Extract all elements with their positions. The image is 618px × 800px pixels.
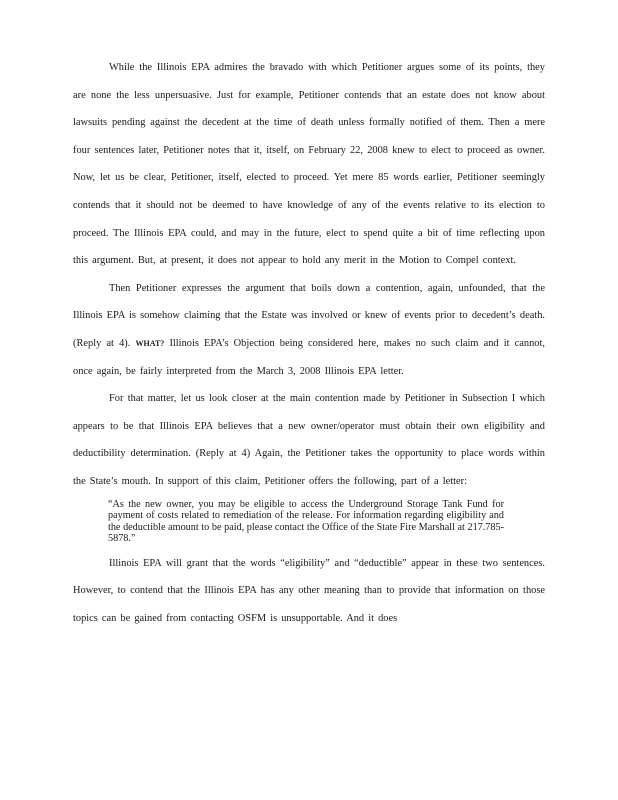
paragraph-estate-claim-text: Then Petitioner expresses the argument that boils down a contention, again, unfounded, that the Illinois EPA is somehow claiming that the Estate was involved or knew of events prior to decedent’s death. (Reply at 4).: [73, 282, 545, 349]
paragraph-bravado: While the Illinois EPA admires the bravado with which Petitioner argues some of its points, they are none the less unpersuasive. Just for example, Petitioner contends that an estate does not know about lawsuits pending against the decedent at the time of death unless formally notified of them. Then a mere four sentences later, Petitioner notes that it, itself, on February 22, 2008 knew to elect to proceed as owner. Now, let us be clear, Petitioner, itself, elected to proceed. Yet mere 85 words earlier, Petitioner seemingly contends that it should not be deemed to have knowledge of any of the events relative to its election to proceed. The Illinois EPA could, and may in the future, elect to spend quite a bit of time reflecting upon this argument. But, at present, it does not appear to hold any merit in the Motion to Compel context.: [73, 62, 545, 267]
block-quote-letter: “As the new owner, you may be eligible to access the Underground Storage Tank Fund for payment of costs related to remediation of the release. For information regarding eligibility and the deductible amount to be paid, please contact the Office of the State Fire Marshall at 217.785-5878.”: [108, 498, 504, 545]
paragraph-estate-claim-continuation: Illinois EPA’s Objection being considered here, makes no such claim and it cannot, once again, be fairly interpreted from the March 3, 2008 Illinois EPA letter.: [73, 337, 545, 377]
what-exclamation: WHAT?: [135, 338, 165, 348]
paragraph-eligibility: Illinois EPA will grant that the words “eligibility” and “deductible” appear in these two sentences. However, to contend that the Illinois EPA has any other meaning than to provide that information on those topics can be gained from contacting OSFM is unsupportable. And it does: [73, 557, 545, 625]
document-body: [73, 54, 545, 633]
paragraph-main-contention: For that matter, let us look closer at the main contention made by Petitioner in Subsection I which appears to be that Illinois EPA believes that a new owner/operator must obtain their own eligibility and deductibility determination. (Reply at 4) Again, the Petitioner takes the opportunity to place words within the State’s mouth. In support of this claim, Petitioner offers the following, part of a letter:: [73, 393, 545, 487]
paragraph-estate-claim: [73, 275, 545, 385]
